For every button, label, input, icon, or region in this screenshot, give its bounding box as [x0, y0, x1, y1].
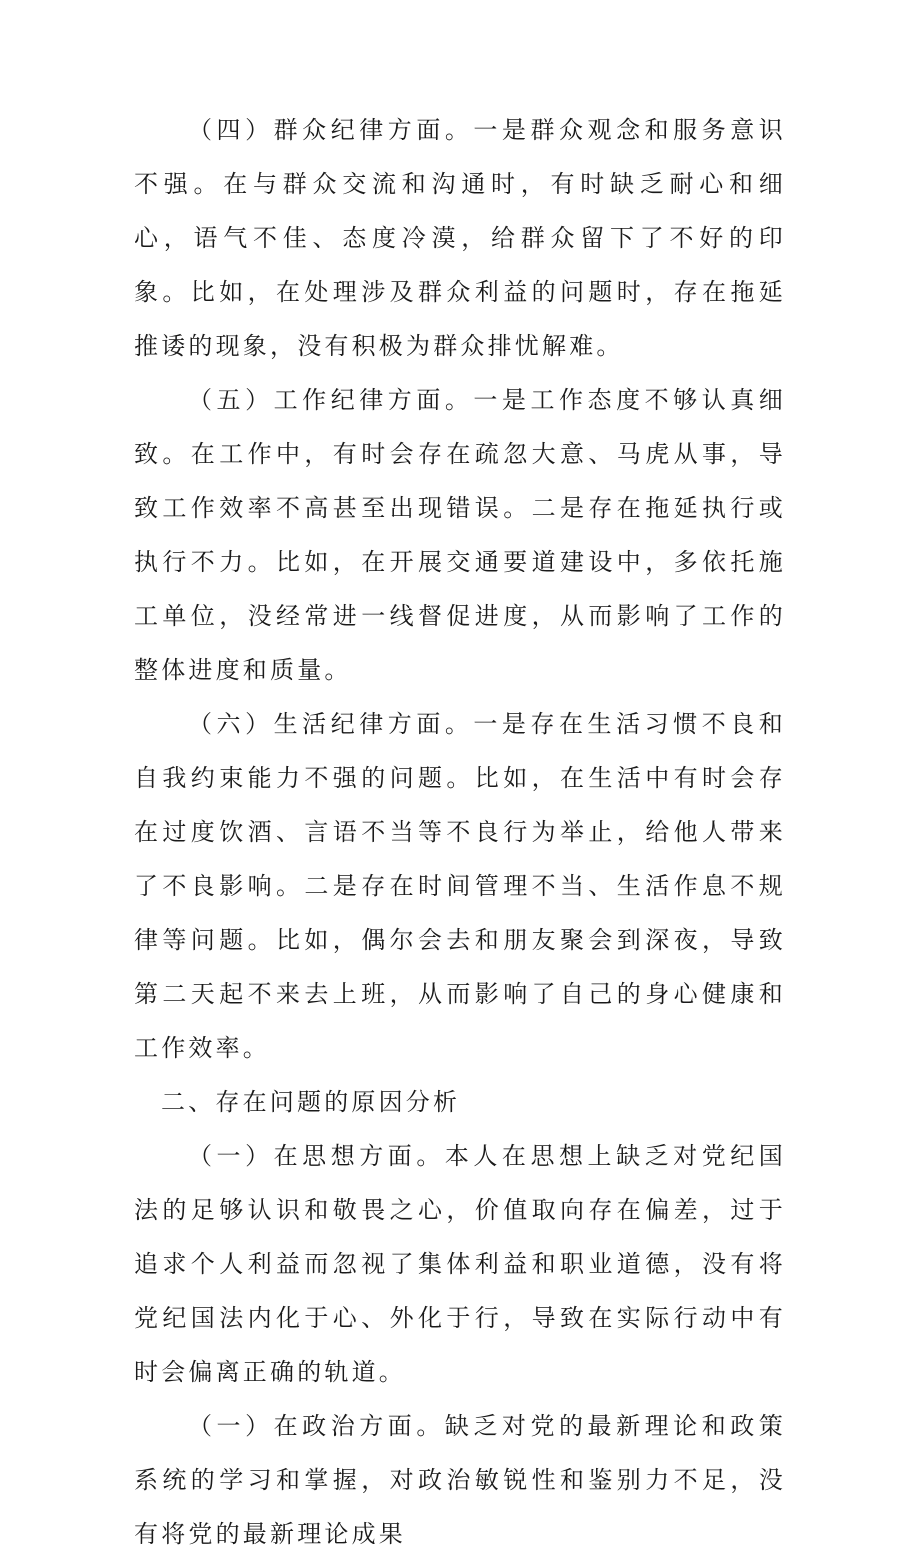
section-heading-cause-analysis: 二、存在问题的原因分析 — [161, 1088, 461, 1116]
paragraph-political-aspect: （一）在政治方面。缺乏对党的最新理论和政策系统的学习和掌握，对政治敏锐性和鉴别力不足，没有将党的最新理论成果 — [134, 1412, 786, 1548]
paragraph-mass-discipline: （四）群众纪律方面。一是群众观念和服务意识不强。在与群众交流和沟通时，有时缺乏耐心和细心，语气不佳、态度冷漠，给群众留下了不好的印象。比如，在处理涉及群众利益的问题时，存在拖延推诿的现象，没有积极为群众排忧解难。 — [134, 116, 786, 360]
paragraph-work-discipline: （五）工作纪律方面。一是工作态度不够认真细致。在工作中，有时会存在疏忽大意、马虎从事，导致工作效率不高甚至出现错误。二是存在拖延执行或执行不力。比如，在开展交通要道建设中，多依托施工单位，没经常进一线督促进度，从而影响了工作的整体进度和质量。 — [134, 386, 786, 684]
paragraph-ideological-aspect: （一）在思想方面。本人在思想上缺乏对党纪国法的足够认识和敬畏之心，价值取向存在偏差，过于追求个人利益而忽视了集体利益和职业道德，没有将党纪国法内化于心、外化于行，导致在实际行动中有时会偏离正确的轨道。 — [134, 1142, 786, 1386]
paragraph-life-discipline: （六）生活纪律方面。一是存在生活习惯不良和自我约束能力不强的问题。比如，在生活中有时会存在过度饮酒、言语不当等不良行为举止，给他人带来了不良影响。二是存在时间管理不当、生活作息不规律等问题。比如，偶尔会去和朋友聚会到深夜，导致第二天起不来去上班，从而影响了自己的身心健康和工作效率。 — [134, 710, 786, 1062]
document-body — [134, 103, 786, 1561]
